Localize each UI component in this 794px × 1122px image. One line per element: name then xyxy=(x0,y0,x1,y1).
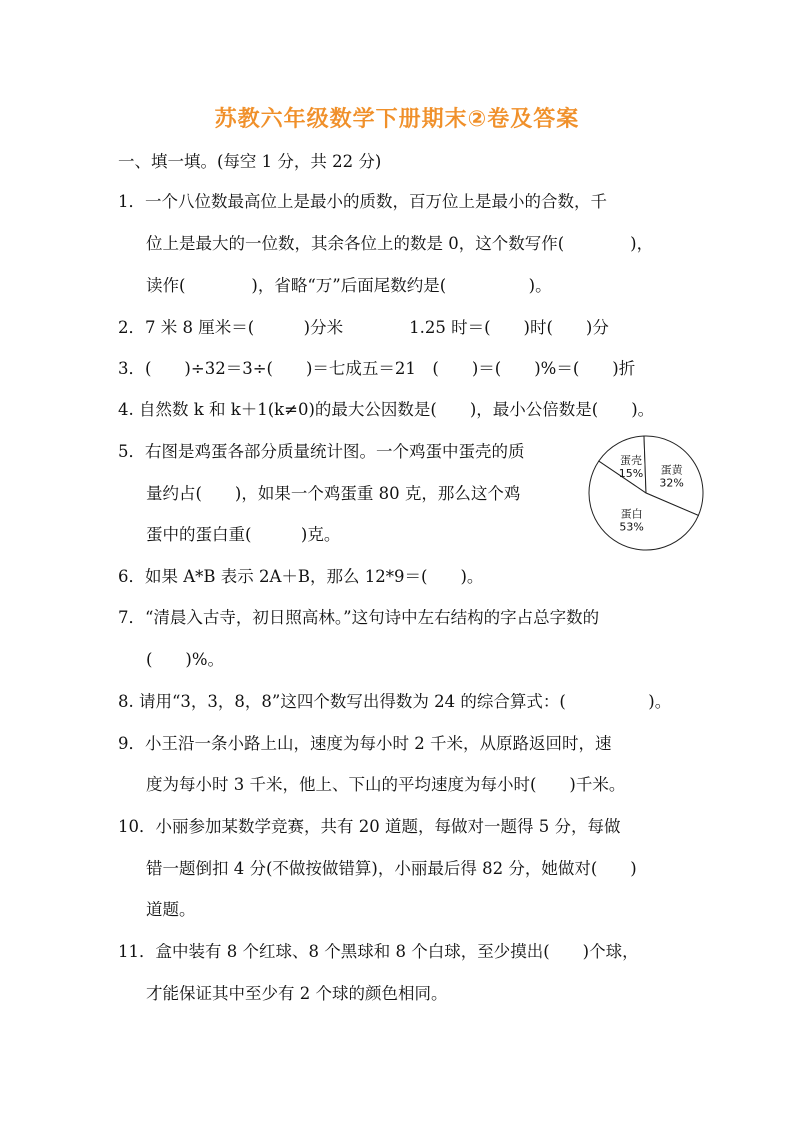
question-2: 2．7 米 8 厘米＝( )分米 1.25 时＝( )时( )分 xyxy=(118,318,609,337)
pie-value-label-1: 15% xyxy=(618,466,644,480)
question-1-line-3: 读作( )，省略“万”后面尾数约是( )。 xyxy=(146,276,552,295)
question-1-line-2: 位上是最大的一位数，其余各位上的数是 0，这个数写作( )， xyxy=(146,234,654,253)
question-1-line-1: 1．一个八位数最高位上是最小的质数，百万位上是最小的合数，千 xyxy=(118,192,607,211)
question-7-line-1: 7．“清晨入古寺，初日照高林。”这句诗中左右结构的字占总字数的 xyxy=(118,608,600,627)
section-heading: 一、填一填。(每空 1 分，共 22 分) xyxy=(118,152,382,171)
question-7-line-2: ( )%。 xyxy=(146,650,225,669)
question-9-line-1: 9．小王沿一条小路上山，速度为每小时 2 千米，从原路返回时，速 xyxy=(118,734,612,753)
pie-label-2: 蛋黄 xyxy=(660,463,683,477)
question-10-line-2: 错一题倒扣 4 分(不做按做错算)，小丽最后得 82 分，她做对( ) xyxy=(146,859,637,878)
question-8: 8. 请用“3，3，8，8”这四个数写出得数为 24 的综合算式：( )。 xyxy=(118,692,672,711)
question-3: 3．( )÷32＝3÷( )＝七成五＝21 ( )＝( )%＝( )折 xyxy=(118,359,636,378)
egg-composition-pie-chart xyxy=(586,433,706,553)
pie-value-label-2: 32% xyxy=(659,476,684,490)
pie-value-label-3: 53% xyxy=(619,520,644,534)
document-title: 苏教六年级数学下册期末②卷及答案 xyxy=(214,107,580,132)
pie-label-3: 蛋白 xyxy=(620,507,643,521)
question-5-line-3: 蛋中的蛋白重( )克。 xyxy=(146,525,341,544)
question-11-line-2: 才能保证其中至少有 2 个球的颜色相同。 xyxy=(146,984,448,1003)
question-6: 6．如果 A*B 表示 2A＋B，那么 12*9＝( )。 xyxy=(118,567,484,586)
question-10-line-3: 道题。 xyxy=(146,900,196,919)
pie-label-1: 蛋壳 xyxy=(620,453,642,467)
question-9-line-2: 度为每小时 3 千米，他上、下山的平均速度为每小时( )千米。 xyxy=(146,775,626,794)
question-5-line-2: 量约占( )，如果一个鸡蛋重 80 克，那么这个鸡 xyxy=(146,484,521,503)
question-5-line-1: 5．右图是鸡蛋各部分质量统计图。一个鸡蛋中蛋壳的质 xyxy=(118,442,525,461)
question-4: 4. 自然数 k 和 k＋1(k≠0)的最大公因数是( )，最小公倍数是( )。 xyxy=(118,400,655,419)
question-11-line-1: 11．盒中装有 8 个红球、8 个黑球和 8 个白球，至少摸出( )个球， xyxy=(118,942,639,961)
question-10-line-1: 10．小丽参加某数学竞赛，共有 20 道题，每做对一题得 5 分，每做 xyxy=(118,817,621,836)
